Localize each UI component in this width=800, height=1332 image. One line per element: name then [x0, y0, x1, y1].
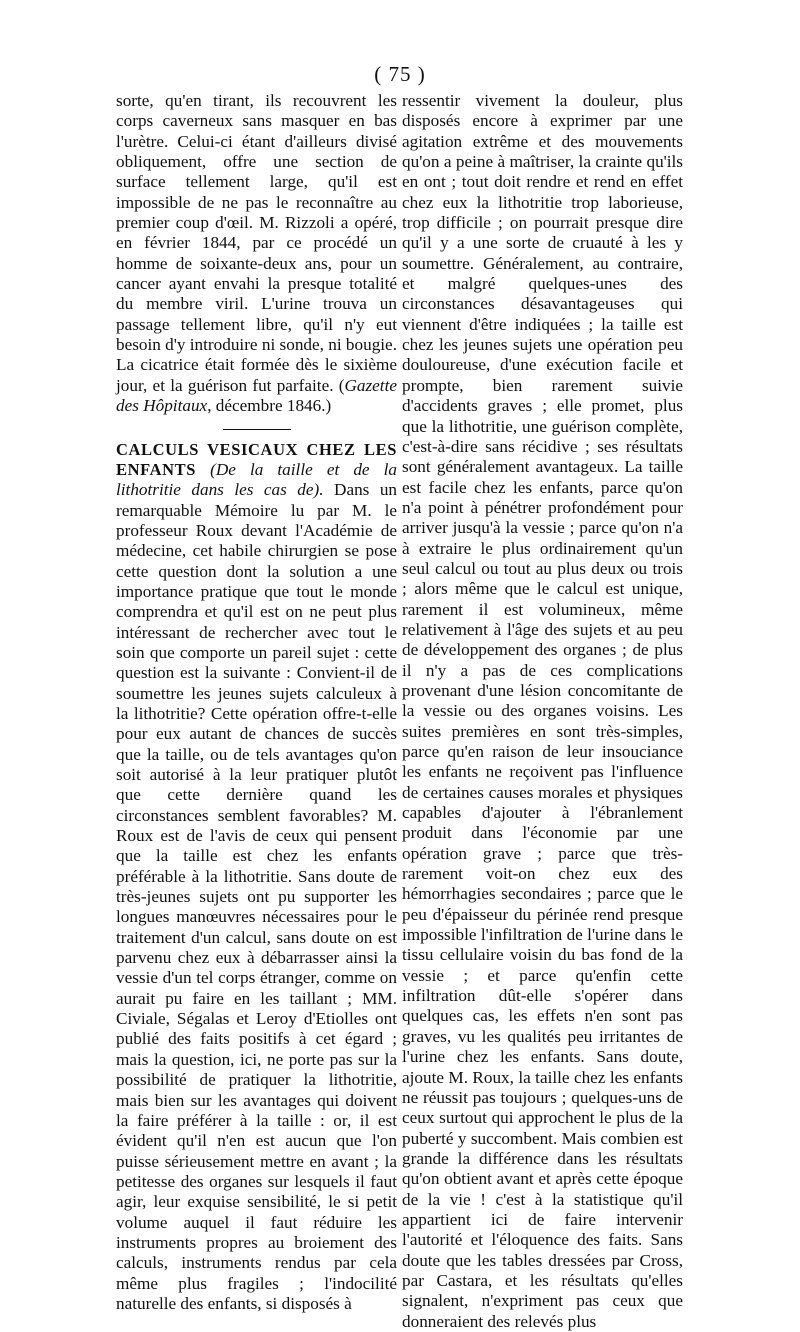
paragraph-rizzoli [116, 91, 397, 417]
paragraph-continuation: ressentir vivement la douleur, plus disposés encore à exprimer par une agitation extrême et des mouvements qu'on a peine à maîtriser, la crainte qu'ils en ont ; tout doit rendre et rend en effet chez eux la lithotritie trop laborieuse, trop difficile ; on pourrait presque dire qu'il y a une sorte de cruauté à les y soumettre. Généralement, au contraire, et malgré quelques-unes des circonstances désavantageuses qui viennent d'être indiquées ; la taille est chez les jeunes sujets une opération peu douloureuse, d'une exécution facile et prompte, bien rarement suivie d'accidents graves ; elle promet, plus que la lithotritie, une guérison complète, c'est-à-dire sans récidive ; ses résultats sont généralement avantageux. La taille est facile chez les enfants, parce qu'on n'a point à pénétrer profondément pour arriver jusqu'à la vessie ; parce qu'on n'a à extraire le plus ordinairement qu'un seul calcul ou tout au plus deux ou trois ; alors même que le calcul est unique, rarement il est volumineux, même relativement à l'âge des sujets et au peu de développement des organes ; de plus il n'y a pas de ces complications provenant d'une lésion concomitante de la vessie ou des organes voisins. Les suites premières en sont très-simples, parce qu'en raison de leur insouciance les enfants ne reçoivent pas l'influence de certaines causes morales et physiques capables d'ajouter à l'ébranlement produit dans l'économie par une opération grave ; parce que très-rarement voit-on chez eux des hémorrhagies secondaires ; parce que le peu d'épaisseur du périnée rend presque impossible l'infiltration de l'urine dans le tissu cellulaire voisin du bas fond de la vessie ; et parce qu'enfin cette infiltration dût-elle s'opérer dans quelques cas, les effets n'en sont pas graves, vu les qualités peu irritantes de l'urine chez les enfants. Sans doute, ajoute M. Roux, la taille chez les enfants ne réussit pas toujours ; quelques-uns de ceux surtout qui approchent le plus de la puberté y succombent. Mais combien est grande la différence dans les résultats qu'on obtient avant et après cette époque de la vie ! c'est à la statistique qu'il appartient ici de faire intervenir l'autorité et l'éloquence des faits. Sans doute que les tables dressées par Cross, par Castara, et les résultats qu'elles signalent, n'expriment pas ceux que donneraient des relevés plus [402, 91, 683, 1331]
paragraph-text-end: , décembre 1846.) [207, 396, 332, 416]
right-column [402, 91, 683, 1332]
section-heading: CALCULS VESICAUX CHEZ LES ENFANTS [116, 439, 397, 479]
section-divider [223, 429, 291, 430]
page-number: ( 75 ) [374, 62, 426, 86]
left-column [116, 91, 397, 1314]
section-subheading: (De la taille et de la lithotritie dans les cas de). [116, 459, 398, 500]
paragraph-text: sorte, qu'en tirant, ils recouvrent les corps caverneux sans masquer en bas l'urètre. Celui-ci étant d'ailleurs divisé obliquement, offre une section de surface tellement large, qu'il est impossible de ne pas le reconnaître au premier coup d'œil. M. Rizzoli a opéré, en février 1844, par ce procédé un homme de soixante-deux ans, pour un cancer ayant envahi la presque totalité du membre viril. L'urine trouva un passage tellement libre, qu'il n'y eut besoin d'y introduire ni sonde, ni bougie. La cicatrice était formée dès le sixième jour, et la guérison fut parfaite. ( [116, 91, 397, 395]
paragraph-text: Dans un remarquable Mémoire lu par M. le professeur Roux devant l'Académie de médecine, cet habile chirurgien se pose cette question dont la solution a une importance pratique que tout le monde comprendra et qu'il est on ne peut plus intéressant de rechercher avec tout le soin que comporte un pareil sujet : cette question est la suivante : Convient-il de soumettre les jeunes sujets calculeux à la lithotritie? Cette opération offre-t-elle pour eux autant de chances de succès que la taille, ou de tels avantages qu'on soit autorisé à la leur pratiquer plutôt que cette dernière quand les circonstances semblent favorables? M. Roux est de l'avis de ceux qui pensent que la taille est chez les enfants préférable à la lithotritie. Sans doute de très-jeunes sujets ont pu supporter les longues manœuvres nécessaires pour le traitement d'un calcul, sans doute on est parvenu chez eux à débarrasser ainsi la vessie d'un tel corps étranger, comme on aurait pu faire en les taillant ; MM. Civiale, Ségalas et Leroy d'Etiolles ont publié des faits positifs à cet égard ; mais la question, ici, ne porte pas sur la possibilité de pratiquer la lithotritie, mais bien sur les avantages qui doivent la faire préférer à la taille : or, il est évident qu'il n'en est aucun que l'on puisse sérieusement mettre en avant ; la petitesse des organes sur lesquels il faut agir, leur exquise sensibilité, le si petit volume auquel il faut réduire les instruments propres au broiement des calculs, instruments rendus par cela même plus fragiles ; l'indocilité naturelle des enfants, si disposés à [116, 480, 398, 1313]
paragraph-calculs [116, 440, 397, 1315]
source-citation: Gazette des Hôpitaux [116, 375, 397, 416]
